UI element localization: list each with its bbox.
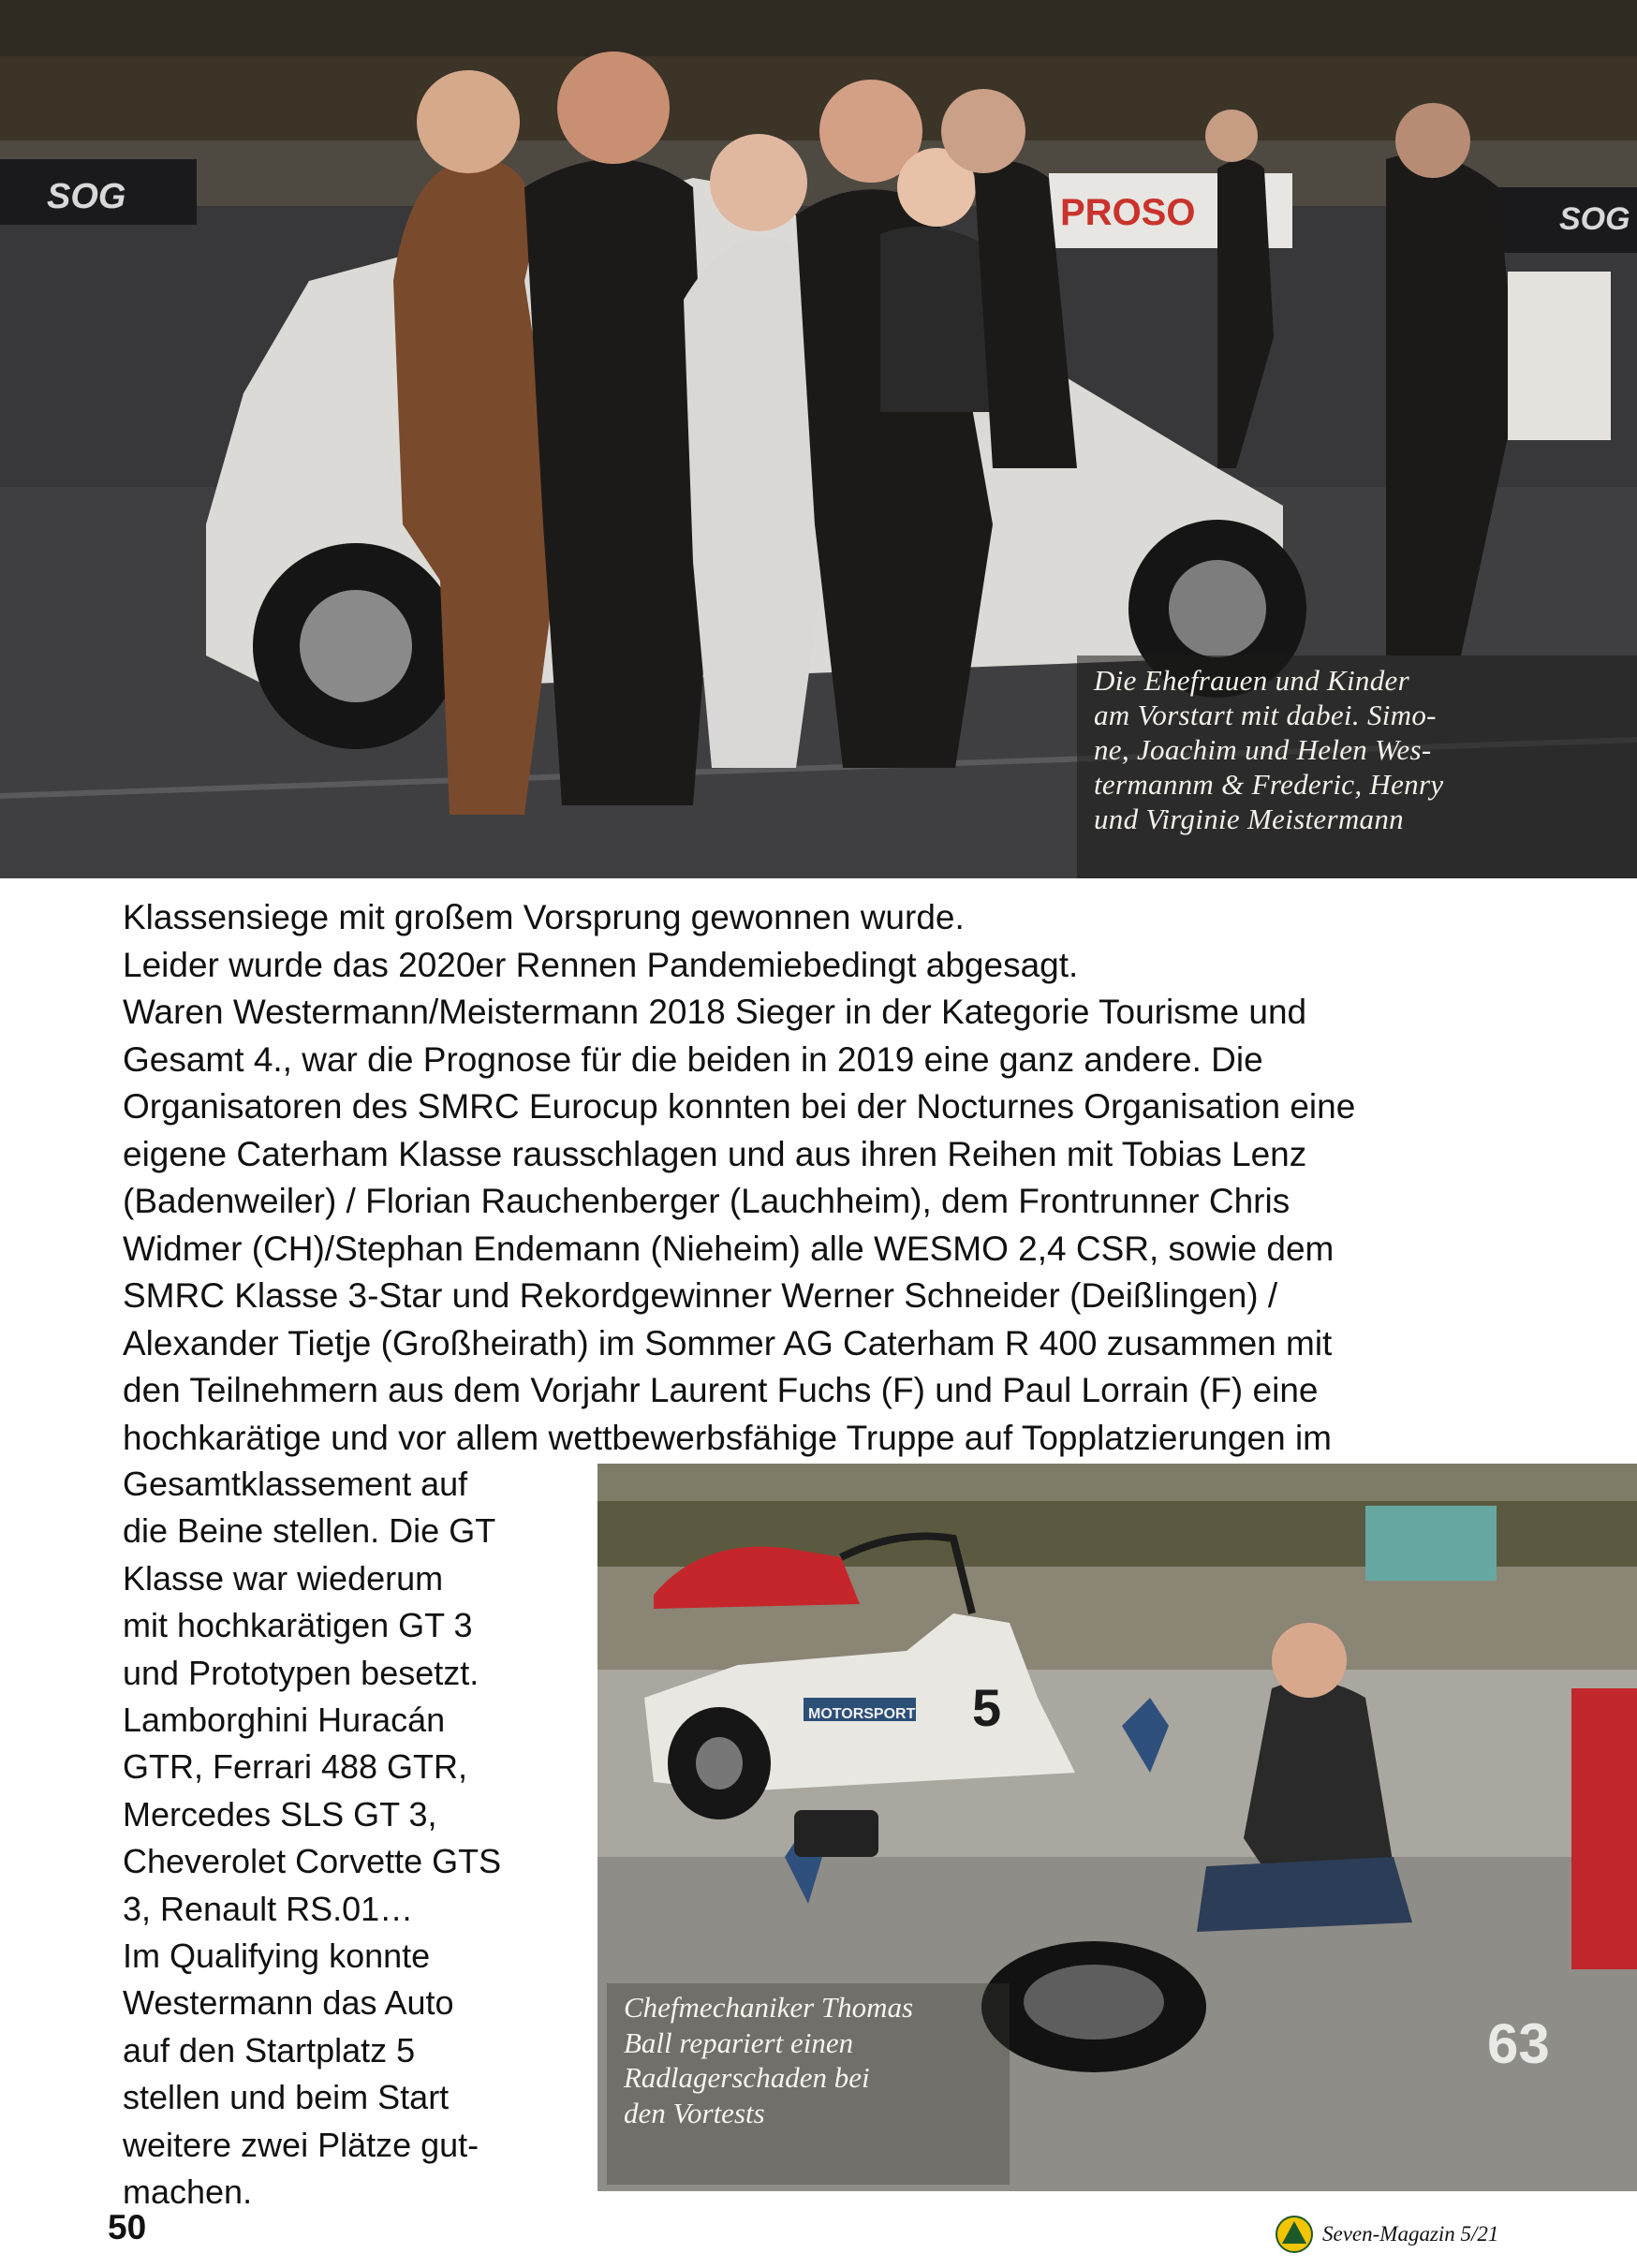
text-line: machen. [123,2172,253,2212]
car-number-text: 5 [972,1678,1002,1737]
caption-line: und Virginie Meistermann [1094,803,1404,835]
banner-right-text: SOG [1559,201,1630,237]
text-line: Klasse war wiederum [123,1558,444,1598]
banner-left-text: SOG [47,177,126,216]
text-line: Westermann das Auto [123,1983,454,2023]
caption-line: den Vortests [624,2096,765,2129]
car-sponsor-text: MOTORSPORT [808,1706,916,1722]
top-photo-caption [1094,663,1618,836]
text-line: den Teilnehmern aus dem Vorjahr Laurent Fuchs (F) und Paul Lorrain (F) eine [123,1371,1319,1409]
text-line: Alexander Tietje (Großheirath) im Sommer AG Caterham R 400 zusammen mit [123,1323,1333,1362]
text-line: hochkarätige und vor allem wettbewerbsfähige Truppe auf Topplatzierungen im [123,1418,1332,1457]
text-line: und Prototypen besetzt. [123,1653,479,1692]
top-photo [0,0,1637,878]
text-line: Lamborghini Huracán [123,1701,446,1740]
text-line: Mercedes SLS GT 3, [123,1794,437,1834]
text-line: (Badenweiler) / Florian Rauchenberger (Lauchheim), dem Frontrunner Chris [123,1182,1290,1220]
text-line: 3, Renault RS.01… [123,1889,414,1928]
banner-sponsor-text: PROSO [1060,192,1196,233]
text-line: Organisatoren des SMRC Eurocup konnten bei der Nocturnes Organisation eine [123,1087,1356,1126]
text-line: Im Qualifying konnte [123,1937,431,1976]
text-line: Waren Westermann/Meistermann 2018 Sieger in der Kategorie Tourisme und [123,993,1307,1031]
bottom-photo-caption [624,1990,1017,2130]
text-line: SMRC Klasse 3-Star und Rekordgewinner Werner Schneider (Deißlingen) / [123,1276,1278,1315]
footer-brand [1276,2216,1498,2253]
text-line: GTR, Ferrari 488 GTR, [123,1747,468,1787]
text-line: eigene Caterham Klasse rausschlagen und aus ihren Reihen mit Tobias Lenz [123,1134,1307,1173]
text-line: Gesamtklassement auf [123,1465,468,1503]
caption-line: ne, Joachim und Helen Wes- [1094,733,1432,766]
text-line: auf den Startplatz 5 [123,2030,416,2069]
article-body [123,894,1355,1462]
text-line: Klassensiege mit großem Vorsprung gewonnen wurde. [123,898,965,936]
text-line: Gesamt 4., war die Prognose für die beiden in 2019 eine ganz andere. Die [123,1039,1263,1079]
caption-line: termannm & Frederic, Henry [1094,768,1444,801]
caption-line: Die Ehefrauen und Kinder [1094,664,1409,697]
text-line: Leider wurde das 2020er Rennen Pandemiebedingt abgesagt. [123,945,1079,984]
text-line: weitere zwei Plätze gut- [123,2125,479,2164]
text-line: mit hochkarätigen GT 3 [123,1606,473,1645]
lotus-logo-icon [1276,2216,1313,2253]
caption-line: Radlagerschaden bei [624,2061,870,2094]
caption-line: am Vorstart mit dabei. Simo- [1094,699,1437,731]
page-number: 50 [108,2208,147,2246]
text-line: Cheverolet Corvette GTS [123,1842,502,1881]
text-line: stellen und beim Start [123,2078,450,2117]
caption-line: Chefmechaniker Thomas [624,1991,914,2024]
text-line: die Beine stellen. Die GT [123,1511,496,1551]
caption-line: Ball repariert einen [624,2025,854,2059]
magazine-name: Seven-Magazin 5/21 [1322,2222,1499,2246]
ground-number-text: 63 [1487,2012,1550,2075]
article-column [123,1461,501,2216]
text-line: Widmer (CH)/Stephan Endemann (Nieheim) alle WESMO 2,4 CSR, sowie dem [123,1229,1335,1268]
